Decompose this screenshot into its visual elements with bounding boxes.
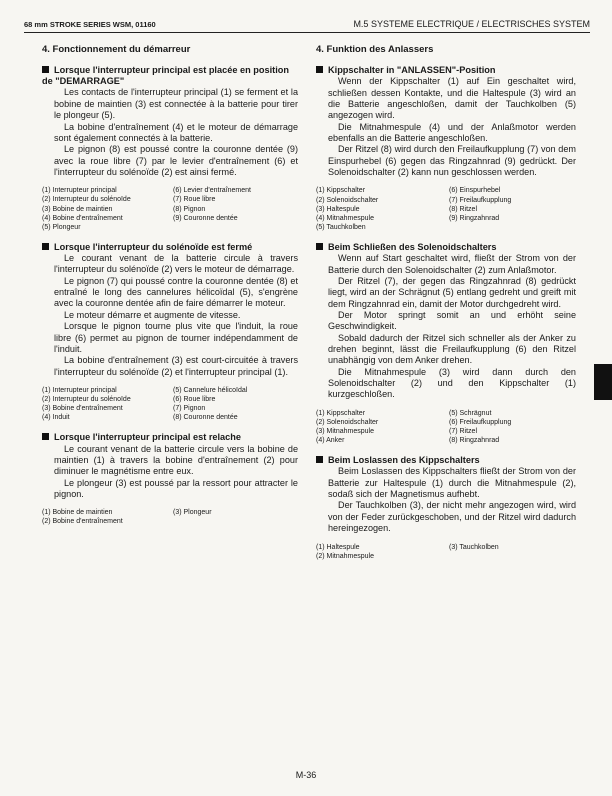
subsection-heading: Lorsque l'interrupteur du solénoïde est fermé [42, 242, 298, 253]
french-column [42, 44, 298, 537]
paragraph: Der Ritzel (8) wird durch den Freilaufkupplung (7) von dem Einspurhebel (6) gegen das Ringzahnrad (9) gedrückt. Der Solenoidschalter (2) kann nun geschlossen werden. [328, 144, 576, 178]
section-solenoid-closed-de [316, 242, 576, 445]
paragraph: Wenn auf Start geschaltet wird, fließt der Strom von der Batterie durch den Solenoidschalter (2) zum Anlaßmotor. [328, 253, 576, 275]
paragraph: Le pignon (8) est poussé contre la couronne dentée (9) avec la roue libre (7) par le levier d'entraînement (6) et l'interrupteur du solénoïde (2) est ainsi fermé. [54, 144, 298, 177]
bullet-icon [42, 243, 49, 250]
parts-legend: (1) Bobine de maintien (3) Plongeur (2) Bobine d'entraînement [42, 509, 212, 526]
bullet-icon [316, 456, 323, 463]
paragraph: La bobine d'entraînement (3) est court-circuitée à travers l'interrupteur du solénoïde (2) et l'interrupteur principal (1). [54, 355, 298, 377]
parts-legend: (1) Kippschalter (6) Einspurhebel (2) Solenoidschalter (7) Freilaufkupplung (3) Haltespule (8) Ritzel (4) Mitnahmespule (9) Ringzahnrad (5) Tauchkolben [316, 187, 512, 231]
paragraph: Le courant venant de la batterie circule à travers l'interrupteur du solénoïde (2) vers le moteur de démarrage. [54, 253, 298, 275]
paragraph: Der Motor springt somit an und erhöht seine Geschwindigkeit. [328, 309, 576, 332]
paragraph: Der Ritzel (7), der gegen das Ringzahnrad (8) gedrückt liegt, wird an der Schrägnut (5) entlang gedreht und greift mit dem Ringzahnrad ein, damit der Motor durchgedreht wird. [328, 275, 576, 309]
paragraph: La bobine d'entraînement (4) et le moteur de démarrage sont également connectés à la batterie. [54, 121, 298, 143]
header-series: 68 mm STROKE SERIES WSM, 01160 [24, 20, 156, 29]
paragraph: Die Mitnahmespule (3) wird dann durch den Solenoidschalter (2) und den Kippschalter (1) kurzgeschloßen. [328, 366, 576, 400]
paragraph: Le pignon (7) qui poussé contre la couronne dentée (8) et entraîné le long des cannelures hélicoïdal (5), s'engrène avec la couronne dentée afin de faire démarrer le moteur. [54, 275, 298, 309]
section-start-position-de [316, 65, 576, 232]
paragraph: Wenn der Kippschalter (1) auf Ein geschaltet wird, schließen dessen Kontakte, und die Haltespule (3) wird an die Batterie angeschloßen, damit der Tauchkolben (5) angezogen wird. [328, 76, 576, 121]
section-switch-released-fr [42, 432, 298, 526]
page-header [24, 12, 590, 33]
paragraph: Sobald dadurch der Ritzel sich schneller als der Anker zu drehen beginnt, lässt die Freilaufkupplung (6) den Ritzel unabhängig von dem Anker drehen. [328, 332, 576, 366]
paragraph: Beim Loslassen des Kippschalters fließt der Strom von der Batterie zur Haltespule (1) durch die Mitnahmespule (2), sodaß sich der Magnetismus aufhebt. [328, 466, 576, 500]
paragraph: Le courant venant de la batterie circule vers la bobine de maintien (1) à travers la bobine d'entraînement (2) pour diminuer le magnétisme entre eux. [54, 443, 298, 477]
section-start-position-fr [42, 65, 298, 232]
section-switch-released-de [316, 455, 576, 561]
parts-legend: (1) Kippschalter (5) Schrägnut (2) Solenoidschalter (6) Freilaufkupplung (3) Mitnahmespule (7) Ritzel (4) Anker (8) Ringzahnrad [316, 409, 512, 445]
parts-legend: (1) Haltespule (3) Tauchkolben (2) Mitnahmespule [316, 543, 499, 560]
subsection-heading: Kippschalter in "ANLASSEN"-Position [316, 65, 576, 76]
header-chapter: M.5 SYSTEME ELECTRIQUE / ELECTRISCHES SYSTEM [353, 19, 590, 29]
section-solenoid-closed-fr [42, 242, 298, 423]
subsection-heading: Beim Loslassen des Kippschalters [316, 455, 576, 466]
paragraph: Der Tauchkolben (3), der nicht mehr angezogen wird, wird von der Feder zurückgeschoben, und der Ritzel wird dadurch hereingezogen. [328, 500, 576, 534]
subsection-heading: Lorsque l'interrupteur principal est placée en position de "DEMARRAGE" [42, 65, 289, 87]
paragraph: Les contacts de l'interrupteur principal (1) se ferment et la bobine de maintien (3) est connectée à la batterie pour tirer le plongeur (5). [54, 87, 298, 121]
parts-legend: (1) Interrupteur principal (5) Cannelure hélicoïdal (2) Interrupteur du solénoïde (6) Roue libre (3) Bobine d'entraînement (7) Pignon (4) Induit (8) Couronne dentée [42, 386, 248, 422]
page-number: M-36 [295, 770, 317, 780]
german-column [316, 44, 576, 571]
bullet-icon [42, 66, 49, 73]
chapter-tab-marker [594, 364, 612, 400]
section-title-fr: 4. Fonctionnement du démarreur [42, 44, 191, 55]
bullet-icon [316, 66, 323, 73]
parts-legend: (1) Interrupteur principal (6) Levier d'entraînement (2) Interrupteur du solénoïde (7) Roue libre (3) Bobine de maintien (8) Pignon (4) Bobine d'entraînement (9) Couronne dentée (5) Plongeur [42, 187, 251, 231]
bullet-icon [316, 243, 323, 250]
subsection-heading: Beim Schließen des Solenoidschalters [316, 242, 576, 253]
subsection-heading: Lorsque l'interrupteur principal est relache [42, 432, 298, 443]
paragraph: Le moteur démarre et augmente de vitesse. [64, 309, 241, 320]
paragraph: Le plongeur (3) est poussé par la ressort pour attracter le pignon. [54, 477, 298, 499]
paragraph: Lorsque le pignon tourne plus vite que l'induit, la roue libre (6) permet au pignon de tourner indépendamment de l'induit. [54, 321, 298, 354]
section-title-de: 4. Funktion des Anlassers [316, 44, 434, 55]
paragraph: Die Mitnahmespule (4) und der Anlaßmotor werden ebenfalls an die Batterie angeschloßen. [328, 121, 576, 144]
bullet-icon [42, 433, 49, 440]
